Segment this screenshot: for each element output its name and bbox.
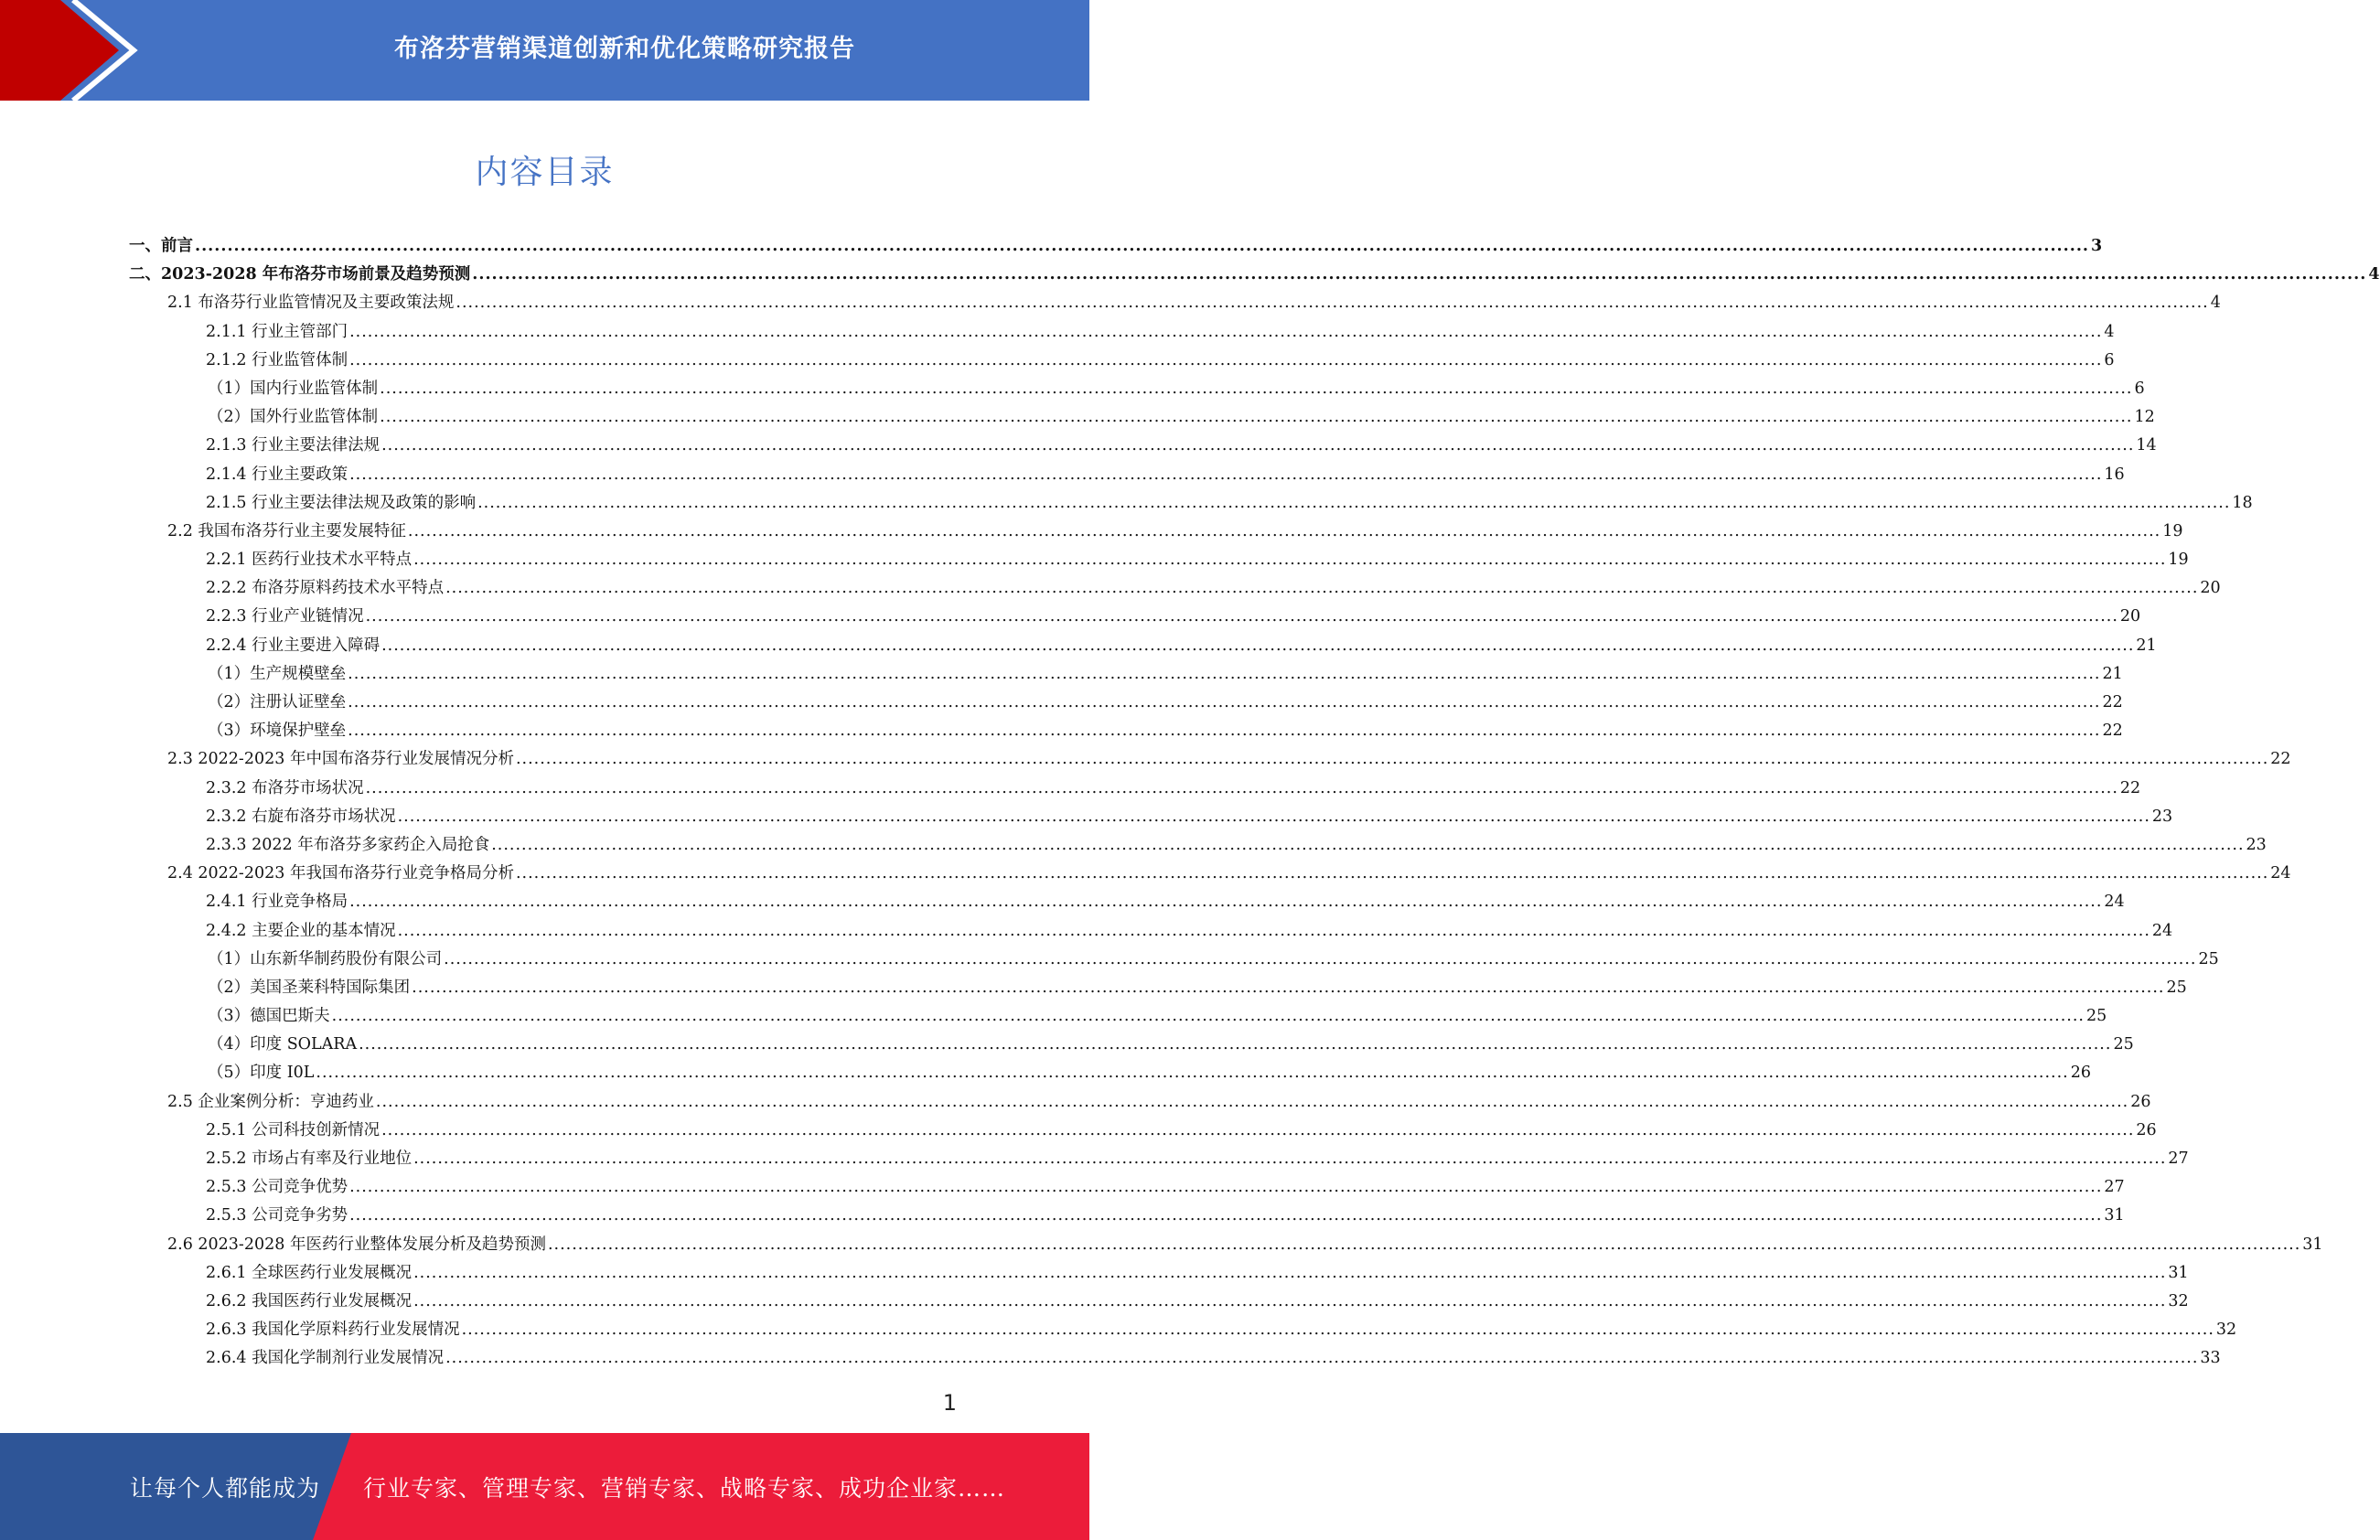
toc-entry-title: （2）国外行业监管体制: [208, 408, 379, 427]
toc-entry-page: 23: [2246, 835, 2267, 854]
toc-entry-page: 31: [2104, 1206, 2125, 1225]
toc-entry-page: 31: [2302, 1235, 2323, 1254]
toc-entry-title: 2.3.3 2022 年布洛芬多家药企入局抢食: [206, 835, 490, 854]
toc-dot-leader: [477, 489, 2230, 518]
toc-entry[interactable]: [0, 1088, 2151, 1117]
toc-entry-title: 2.1.2 行业监管体制: [206, 350, 348, 369]
toc-dot-leader: [472, 261, 2366, 289]
toc-entry-title: 2.3 2022-2023 年中国布洛芬行业发展情况分析: [167, 750, 514, 769]
toc-entry-page: 6: [2134, 379, 2145, 398]
toc-entry[interactable]: [0, 403, 2155, 432]
header-banner: [0, 0, 1089, 101]
toc-entry-title: 2.3.2 右旋布洛芬市场状况: [206, 807, 396, 826]
toc-entry-title: 2.4.2 主要企业的基本情况: [206, 921, 396, 940]
toc-entry-page: 31: [2168, 1263, 2189, 1282]
toc-entry[interactable]: [0, 745, 2291, 774]
toc-entry[interactable]: [0, 375, 2145, 403]
toc-dot-leader: [316, 1059, 2068, 1087]
toc-entry[interactable]: [0, 1031, 2134, 1059]
toc-dot-leader: [398, 917, 2150, 946]
toc-entry-title: 2.2.1 医药行业技术水平特点: [206, 551, 413, 570]
toc-entry-page: 18: [2232, 493, 2253, 512]
footer-slogan-left: 让每个人都能成为: [130, 1474, 321, 1502]
toc-entry-page: 25: [2113, 1035, 2134, 1054]
toc-entry-page: 6: [2104, 350, 2115, 369]
report-title: 布洛芬营销渠道创新和优化策略研究报告: [394, 34, 855, 63]
toc-dot-leader: [412, 974, 2164, 1002]
toc-dot-leader: [348, 660, 2100, 689]
toc-dot-leader: [444, 946, 2196, 974]
toc-entry-title: 2.2 我国布洛芬行业主要发展特征: [167, 521, 406, 540]
toc-entry-title: 2.4.1 行业竞争格局: [206, 893, 348, 912]
toc-heading: 内容目录: [475, 154, 615, 191]
toc-entry-title: 2.5.3 公司竞争劣势: [206, 1206, 348, 1225]
toc-entry[interactable]: [0, 546, 2189, 574]
table-of-contents: [0, 232, 2380, 1374]
footer-slogan-right: 行业专家、管理专家、营销专家、战略专家、成功企业家……: [363, 1474, 1006, 1502]
toc-entry[interactable]: [0, 888, 2125, 916]
toc-entry-page: 22: [2102, 693, 2123, 711]
toc-dot-leader: [548, 1231, 2300, 1259]
toc-entry-page: 22: [2119, 778, 2141, 797]
toc-entry-page: 12: [2134, 408, 2155, 427]
toc-entry-title: （4）印度 SOLARA: [208, 1035, 358, 1054]
toc-entry[interactable]: [0, 261, 2380, 289]
toc-entry-title: 2.5.3 公司竞争优势: [206, 1178, 348, 1197]
toc-entry-page: 25: [2166, 978, 2187, 997]
toc-dot-leader: [445, 574, 2198, 603]
toc-entry-page: 26: [2070, 1064, 2091, 1083]
toc-entry[interactable]: [0, 1002, 2107, 1031]
toc-dot-leader: [349, 1173, 2102, 1202]
toc-entry-page: 19: [2168, 551, 2189, 570]
toc-dot-leader: [413, 1288, 2166, 1316]
toc-entry-title: 2.6.3 我国化学原料药行业发展情况: [206, 1321, 460, 1340]
toc-entry-title: （3）德国巴斯夫: [208, 1007, 330, 1026]
toc-entry[interactable]: [0, 603, 2141, 631]
toc-dot-leader: [366, 775, 2118, 803]
toc-entry-title: 2.5.2 市场占有率及行业地位: [206, 1150, 413, 1168]
toc-entry-title: （2）美国圣莱科特国际集团: [208, 978, 411, 997]
toc-entry[interactable]: [0, 1316, 2237, 1344]
toc-dot-leader: [381, 432, 2134, 460]
toc-entry[interactable]: [0, 289, 2221, 317]
toc-dot-leader: [376, 1088, 2128, 1117]
toc-entry[interactable]: [0, 946, 2219, 974]
toc-entry-page: 22: [2270, 750, 2291, 769]
toc-entry-page: 26: [2130, 1092, 2151, 1111]
toc-entry-page: 23: [2151, 807, 2173, 826]
toc-dot-leader: [366, 603, 2118, 631]
toc-dot-leader: [195, 232, 2089, 261]
toc-entry[interactable]: [0, 1145, 2189, 1173]
toc-entry-page: 33: [2200, 1349, 2221, 1368]
toc-entry[interactable]: [0, 717, 2123, 745]
toc-entry[interactable]: [0, 461, 2125, 489]
toc-entry-page: 16: [2104, 465, 2125, 484]
toc-entry-title: 2.2.2 布洛芬原料药技术水平特点: [206, 579, 445, 598]
toc-entry-page: 27: [2104, 1178, 2125, 1197]
toc-entry-title: （5）印度 I0L: [208, 1064, 315, 1083]
toc-dot-leader: [349, 461, 2102, 489]
toc-dot-leader: [491, 831, 2244, 860]
toc-entry-title: 2.5 企业案例分析：亨迪药业: [167, 1092, 374, 1111]
toc-entry[interactable]: [0, 831, 2267, 860]
toc-entry-title: 2.6.4 我国化学制剂行业发展情况: [206, 1349, 445, 1368]
toc-entry-title: （1）山东新华制药股份有限公司: [208, 949, 443, 968]
toc-dot-leader: [348, 717, 2100, 745]
toc-entry[interactable]: [0, 489, 2253, 518]
toc-entry-title: 2.6.1 全球医药行业发展概况: [206, 1263, 413, 1282]
toc-entry-title: 一、前言: [129, 237, 193, 255]
toc-entry[interactable]: [0, 1173, 2125, 1202]
toc-entry-page: 24: [2151, 921, 2173, 940]
toc-entry[interactable]: [0, 232, 2103, 261]
toc-entry-title: （1）生产规模壁垒: [208, 664, 347, 683]
toc-entry[interactable]: [0, 917, 2173, 946]
toc-entry-page: 4: [2210, 294, 2221, 313]
toc-dot-leader: [381, 1117, 2134, 1145]
toc-entry[interactable]: [0, 1059, 2091, 1087]
header-arrow-decoration: [0, 0, 146, 101]
toc-entry[interactable]: [0, 518, 2183, 546]
toc-entry[interactable]: [0, 1117, 2157, 1145]
toc-entry[interactable]: [0, 318, 2115, 347]
toc-dot-leader: [516, 860, 2268, 888]
toc-entry-page: 24: [2104, 893, 2125, 912]
toc-entry[interactable]: [0, 1231, 2323, 1259]
toc-dot-leader: [413, 1259, 2166, 1288]
toc-entry[interactable]: [0, 1202, 2125, 1230]
toc-entry[interactable]: [0, 860, 2291, 888]
toc-entry-title: 2.1 布洛芬行业监管情况及主要政策法规: [167, 294, 455, 313]
toc-entry[interactable]: [0, 432, 2157, 460]
toc-dot-leader: [408, 518, 2160, 546]
toc-entry[interactable]: [0, 1344, 2221, 1373]
toc-entry[interactable]: [0, 1288, 2189, 1316]
toc-dot-leader: [349, 347, 2102, 375]
toc-entry-title: 2.5.1 公司科技创新情况: [206, 1120, 381, 1139]
toc-dot-leader: [413, 546, 2166, 574]
toc-entry-title: （3）环境保护壁垒: [208, 722, 347, 741]
toc-entry-page: 25: [2198, 949, 2219, 968]
toc-entry-page: 25: [2085, 1007, 2107, 1026]
toc-entry-title: 2.4 2022-2023 年我国布洛芬行业竞争格局分析: [167, 864, 514, 883]
toc-entry-title: 2.1.1 行业主管部门: [206, 322, 348, 341]
toc-dot-leader: [456, 289, 2208, 317]
toc-entry-title: 2.2.3 行业产业链情况: [206, 607, 364, 626]
toc-entry-title: 2.1.5 行业主要法律法规及政策的影响: [206, 493, 477, 512]
toc-entry-page: 24: [2270, 864, 2291, 883]
toc-entry[interactable]: [0, 1259, 2189, 1288]
toc-entry-title: 2.1.3 行业主要法律法规: [206, 436, 381, 455]
toc-entry-page: 32: [2215, 1321, 2237, 1340]
toc-entry[interactable]: [0, 689, 2123, 717]
toc-entry[interactable]: [0, 660, 2123, 689]
toc-entry-page: 26: [2136, 1120, 2157, 1139]
toc-entry[interactable]: [0, 775, 2141, 803]
toc-entry[interactable]: [0, 574, 2221, 603]
toc-entry[interactable]: [0, 347, 2115, 375]
toc-entry-page: 20: [2119, 607, 2141, 626]
toc-entry-page: 19: [2162, 521, 2183, 540]
toc-dot-leader: [349, 318, 2102, 347]
toc-entry-page: 22: [2102, 722, 2123, 741]
toc-dot-leader: [349, 888, 2102, 916]
toc-entry-title: （1）国内行业监管体制: [208, 379, 379, 398]
toc-dot-leader: [332, 1002, 2085, 1031]
toc-entry-page: 14: [2136, 436, 2157, 455]
toc-dot-leader: [348, 689, 2100, 717]
toc-entry-page: 3: [2091, 237, 2103, 255]
toc-entry-page: 32: [2168, 1291, 2189, 1310]
toc-dot-leader: [445, 1344, 2198, 1373]
footer-banner: [0, 1433, 1089, 1540]
toc-entry-page: 27: [2168, 1150, 2189, 1168]
toc-entry-title: 2.6 2023-2028 年医药行业整体发展分析及趋势预测: [167, 1235, 546, 1254]
toc-entry-page: 4: [2368, 265, 2380, 284]
toc-dot-leader: [349, 1202, 2102, 1230]
toc-entry-page: 21: [2136, 636, 2157, 655]
toc-dot-leader: [359, 1031, 2111, 1059]
toc-dot-leader: [462, 1316, 2214, 1344]
toc-entry-title: （2）注册认证壁垒: [208, 693, 347, 711]
toc-entry-page: 21: [2102, 664, 2123, 683]
toc-dot-leader: [380, 375, 2132, 403]
toc-dot-leader: [516, 745, 2268, 774]
toc-dot-leader: [381, 632, 2134, 660]
toc-dot-leader: [398, 803, 2150, 831]
toc-entry-page: 20: [2200, 579, 2221, 598]
toc-dot-leader: [413, 1145, 2166, 1173]
toc-entry-page: 4: [2104, 322, 2115, 341]
toc-entry-title: 2.3.2 布洛芬市场状况: [206, 778, 364, 797]
page-number: 1: [942, 1390, 957, 1416]
toc-entry-title: 2.6.2 我国医药行业发展概况: [206, 1291, 413, 1310]
toc-entry[interactable]: [0, 803, 2173, 831]
toc-entry-title: 2.1.4 行业主要政策: [206, 465, 348, 484]
toc-dot-leader: [380, 403, 2132, 432]
toc-entry[interactable]: [0, 632, 2157, 660]
toc-entry-title: 二、2023-2028 年布洛芬市场前景及趋势预测: [129, 265, 471, 284]
toc-entry[interactable]: [0, 974, 2187, 1002]
toc-entry-title: 2.2.4 行业主要进入障碍: [206, 636, 381, 655]
